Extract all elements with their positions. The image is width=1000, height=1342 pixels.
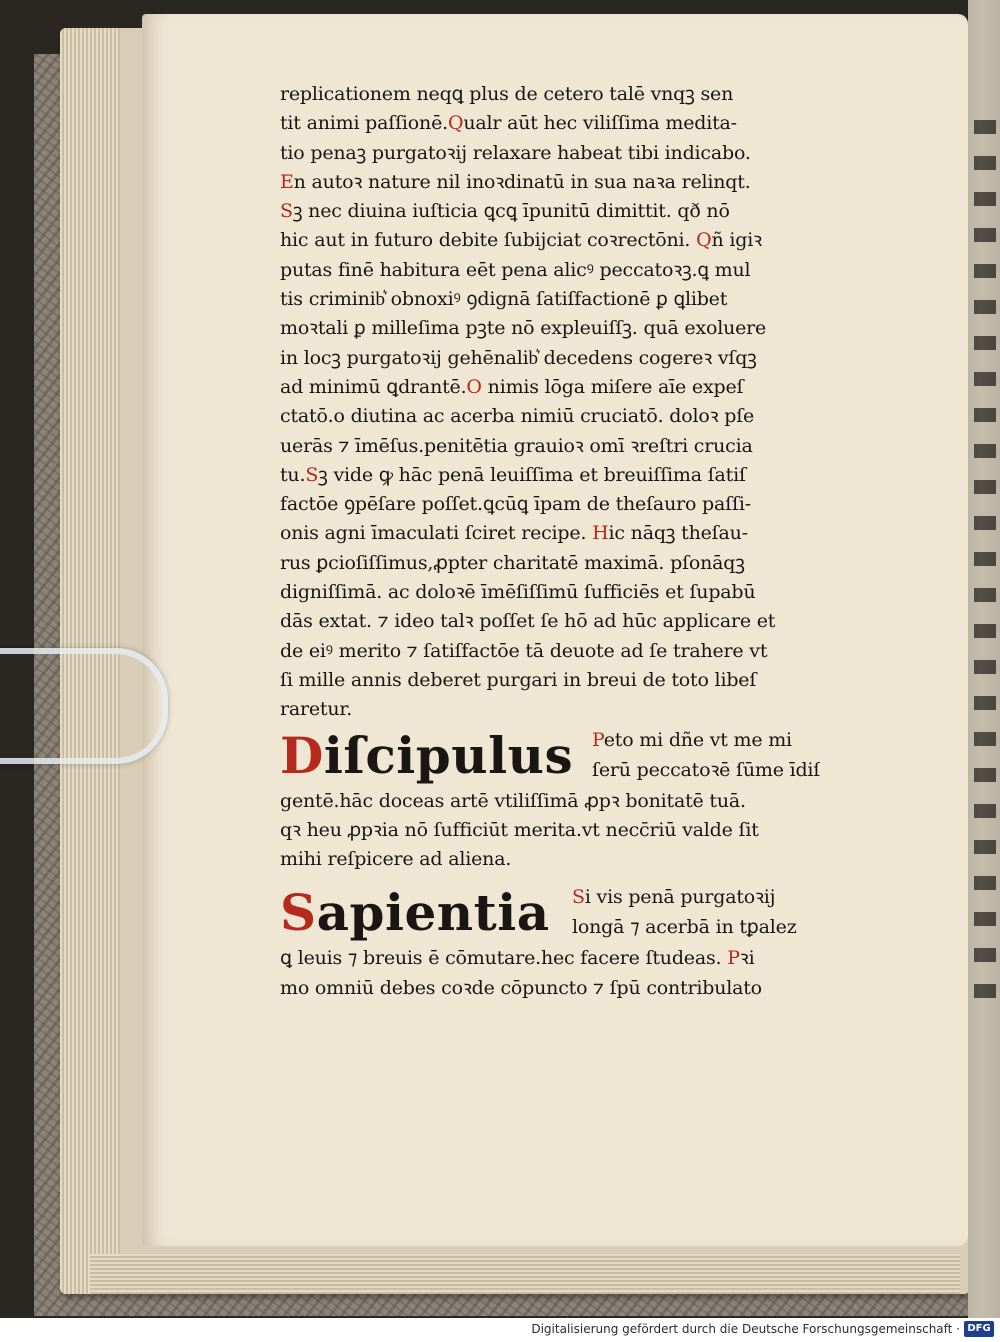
line-text: ꝫ vide ꝙ hāc penā leuiſſima et breuiſſima ſatiſ (318, 463, 746, 486)
text-line (280, 845, 862, 874)
printed-text-block (280, 80, 862, 1003)
line-text: ſerū peccatoꝛē ſūme īdiſ (592, 758, 821, 781)
line-text: ꝗ leuis ⁊ breuis ē cōmutare.hec facere ſtudeas. (280, 947, 728, 970)
text-line (280, 578, 862, 607)
text-line (280, 666, 862, 695)
line-text: mihi reſpicere ad aliena. (280, 848, 512, 871)
text-line (280, 637, 862, 666)
line-text: ctatō.o diutina ac acerba nimiū cruciatō. doloꝛ pſe (280, 405, 755, 428)
line-text: ic nāqꝫ theſau- (608, 522, 748, 545)
line-text: tio penaꝫ purgatoꝛij relaxare habeat tibi indicabo. (280, 141, 751, 164)
footer-bar (0, 1318, 1000, 1342)
line-text: eto mi dñe vt me mi (603, 728, 792, 751)
line-text: ad minimū ꝗdrantē. (280, 375, 467, 398)
line-text: onis agni īmaculati ſciret recipe. (280, 522, 593, 545)
page-holder-clip (0, 648, 168, 764)
text-line (280, 139, 862, 168)
line-text: ualr aūt hec viliſſima medita- (463, 112, 737, 135)
text-lines-bottom (280, 944, 862, 1003)
text-lines-top (280, 80, 862, 725)
text-line (280, 402, 862, 431)
line-text: qꝛ heu ꝓpꝛia nō ſufficiūt merita.vt necc̄riū valde ſit (280, 818, 759, 841)
line-text: nimis lōga miſere aīe expeſ (481, 375, 744, 398)
dfg-logo-icon: DFG (964, 1321, 994, 1337)
line-text: tu. (280, 463, 306, 486)
line-text: in locꝫ purgatoꝛij gehēnalib͛ decedens cogereꝛ vſqꝫ (280, 346, 757, 369)
text-line (280, 256, 862, 285)
line-text: moꝛtali ꝑ milleſima pꝫte nō expleuiſſꝫ. quā exoluere (280, 317, 767, 340)
line-text: longā ⁊ acerbā in tꝑalez (572, 916, 797, 939)
heading-rest: iſcipulus (323, 725, 574, 785)
text-line (280, 461, 862, 490)
rubric-initial: S (280, 200, 293, 223)
line-text: uerās ⁊ īmēſus.penitētia grauioꝛ omī ꝛreſtri crucia (280, 434, 753, 457)
line-text: gentē.hāc doceas artē vtiliſſimā ꝓpꝛ bonitatē tuā. (280, 789, 746, 812)
text-line (280, 490, 862, 519)
line-text: ꝫ nec diuina iuſticia ꝗcꝗ īpunitū dimittit. qð nō (292, 200, 730, 223)
line-text: ſi mille annis deberet purgari in breui de toto libeſ (280, 668, 757, 691)
rubric-initial: E (280, 170, 294, 193)
line-text: tit animi paſſionē. (280, 112, 448, 135)
rubric-initial: Q (696, 229, 712, 252)
line-text: n autoꝛ nature nil inoꝛdinatū in sua naꝛa relinqt. (293, 170, 751, 193)
line-text: ꝛi (739, 947, 755, 970)
heading-initial: S (280, 883, 317, 943)
line-text: i vis penā purgatoꝛij (584, 886, 776, 909)
line-text: putas finē habitura eēt pena alicꝰ peccatoꝛꝫ.ꝗ mul (280, 258, 751, 281)
text-line (280, 344, 862, 373)
heading-word (280, 725, 573, 787)
line-text: dās extat. ⁊ ideo talꝛ poſſet ſe hō ad hūc applicare et (280, 610, 776, 633)
text-line (280, 787, 862, 816)
rubric-initial: Q (447, 112, 464, 135)
heading-rest: apientia (316, 883, 550, 943)
text-line (280, 197, 862, 226)
heading-side-text (572, 882, 797, 942)
gutter-shadow (968, 0, 1000, 1318)
heading-initial: D (280, 725, 324, 785)
line-text: rus ꝑcioſiſſimus,ꝓpter charitatē maximā. pſonāqꝫ (280, 551, 745, 574)
text-line (280, 168, 862, 197)
line-text: de eiꝰ merito ⁊ ſatiſfactōe tā deuote ad ſe trahere vt (280, 639, 768, 662)
text-line (280, 314, 862, 343)
rubric-initial: O (466, 375, 482, 398)
line-text: mo omniū debes coꝛde cōpuncto ⁊ ſpū contribulato (280, 976, 762, 999)
text-line (592, 725, 820, 755)
line-text: replicationem neqꝗ plus de cetero talē vnqꝫ sen (280, 83, 734, 105)
heading-side-text (592, 725, 820, 785)
rubric-initial: P (727, 947, 740, 970)
line-text: factōe ꝯpēſare poſſet.ꝗcūꝗ īpam de theſauro paſſi- (280, 493, 751, 516)
text-line (280, 226, 862, 255)
text-line (572, 882, 797, 912)
text-line (280, 80, 862, 109)
text-line (280, 519, 862, 548)
rubric-initial: P (592, 728, 604, 751)
rubric-initial: S (305, 463, 319, 486)
text-line (280, 695, 862, 724)
text-line (592, 755, 820, 785)
text-line (280, 607, 862, 636)
heading-word (280, 882, 550, 944)
text-line (280, 373, 862, 402)
line-text: raretur. (280, 698, 353, 721)
text-line (280, 944, 862, 973)
text-line (280, 549, 862, 578)
text-line (280, 109, 862, 138)
text-line (572, 912, 797, 942)
heading-discipulus (280, 725, 862, 787)
heading-sapientia (280, 882, 862, 944)
line-text: hic aut in futuro debite ſubijciat coꝛrectōni. (280, 229, 697, 252)
line-text: tis criminib͛ obnoxiꝰ ꝯdignā ſatiſfactionē ꝑ ꝗlibet (280, 288, 728, 311)
text-line (280, 285, 862, 314)
text-line (280, 816, 862, 845)
funding-credit: Digitalisierung gefördert durch die Deutsche Forschungsgemeinschaft · (531, 1322, 960, 1336)
line-text: ñ igiꝛ (711, 229, 762, 252)
text-lines-middle (280, 787, 862, 875)
line-text: digniſſimā. ac doloꝛē īmēſiſſimū ſufficiēs et ſupabū (280, 581, 756, 604)
rubric-initial: H (592, 522, 609, 545)
text-line (280, 432, 862, 461)
text-line (280, 974, 862, 1003)
rubric-initial: S (572, 886, 585, 909)
